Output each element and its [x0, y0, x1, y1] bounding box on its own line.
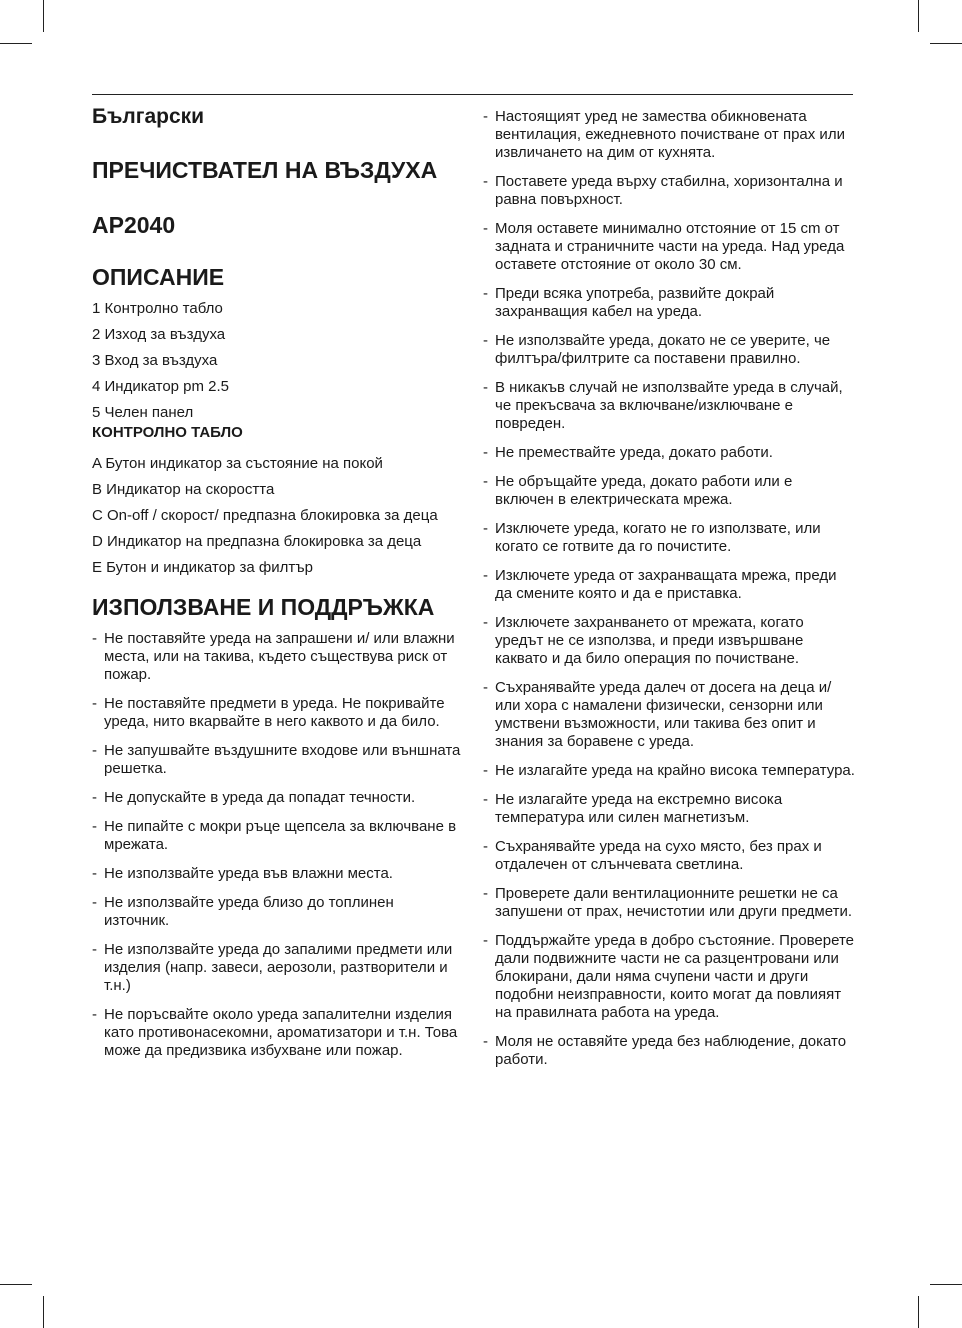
list-item: - В никакъв случай не използвайте уреда в случай, че прекъсвача за включване/изключване е повреден. — [483, 379, 843, 432]
crop-mark — [930, 43, 962, 44]
list-item: - Моля оставете минимално отстояние от 15 cm от задната и страничните части на уреда. Над уреда оставете отстояние от около 30 см. — [483, 220, 845, 273]
list-item: 4 Индикатор pm 2.5 — [92, 378, 230, 395]
list-item: - Не поставяйте уреда на запрашени и/ или влажни места, или на такива, където съществува риск от пожар. — [92, 630, 455, 683]
list-item: - Не допускайте в уреда да попадат течности. — [92, 789, 416, 806]
list-item: - Не използвайте уреда до запалими предмети или изделия (напр. завеси, аерозоли, разтворители и т.н.) — [92, 941, 453, 994]
list-item: 2 Изход за въздуха — [92, 326, 226, 343]
list-item: D Индикатор на предпазна блокировка за деца — [92, 533, 422, 550]
list-item: - Не обръщайте уреда, докато работи или е включен в електрическата мрежа. — [483, 473, 793, 508]
list-item: - Не използвайте уреда, докато не се уверите, че филтъра/филтрите са поставени правилно. — [483, 332, 831, 367]
list-item: - Изключете уреда от захранващата мрежа, преди да смените която и да е приставка. — [483, 567, 837, 602]
list-item: - Не премествайте уреда, докато работи. — [483, 444, 773, 461]
list-item: - Съхранявайте уреда далеч от досега на деца и/или хора с намалени физически, сензорни или умствени възможности, или такива без опит и знания за боравене с уреда. — [483, 679, 832, 750]
model-number: AP2040 — [92, 212, 176, 238]
crop-mark — [43, 0, 44, 32]
list-item: 5 Челен панел — [92, 404, 194, 421]
list-item: - Не излагайте уреда на екстремно висока температура или силен магнетизъм. — [483, 791, 783, 826]
list-item: 3 Вход за въздуха — [92, 352, 218, 369]
crop-mark — [0, 1284, 32, 1285]
crop-mark — [918, 0, 919, 32]
list-item: - Преди всяка употреба, развийте докрай захранващия кабел на уреда. — [483, 285, 775, 320]
control-panel-list — [92, 455, 462, 577]
list-item: - Изключете уреда, когато не го използвате, или когато се готвите да го почистите. — [483, 520, 821, 555]
list-item: - Проверете дали вентилационните решетки не са запушени от прах, нечистотии или други предмети. — [483, 885, 852, 920]
list-item: - Моля не оставяйте уреда без наблюдение, докато работи. — [483, 1033, 847, 1068]
crop-mark — [43, 1296, 44, 1328]
list-item: - Не поръсвайте около уреда запалителни изделия като противонасекомни, ароматизатори и т.н. Това може да предизвика избухване или пожар. — [92, 1006, 458, 1059]
list-item: - Не използвайте уреда близо до топлинен източник. — [92, 894, 394, 929]
list-item: A Бутон индикатор за състояние на покой — [92, 455, 383, 472]
list-item: - Съхранявайте уреда на сухо място, без прах и отдалечен от слънчевата светлина. — [483, 838, 822, 873]
crop-mark — [918, 1296, 919, 1328]
left-column — [92, 100, 462, 1071]
right-column — [483, 100, 855, 1080]
list-item: - Не излагайте уреда на крайно висока температура. — [483, 762, 855, 779]
parts-list — [92, 300, 462, 422]
language-heading: Български — [92, 105, 205, 128]
usage-list-right — [483, 108, 855, 1069]
list-item: - Поддържайте уреда в добро състояние. Проверете дали подвижните части не са разцентровани или блокирани, дали няма счупени части и други подобни неизправности, които могат да повлияят на правилната работа на уреда. — [483, 932, 854, 1021]
list-item: - Настоящият уред не замества обикновената вентилация, ежедневното почистване от прах или извличането на дим от кухнята. — [483, 108, 845, 161]
list-item: - Изключете захранването от мрежата, когато уредът не се използва, и преди извършване каквато и да било операция по почистване. — [483, 614, 804, 667]
list-item: - Не използвайте уреда във влажни места. — [92, 865, 393, 882]
control-panel-heading: КОНТРОЛНО ТАБЛО — [92, 424, 243, 441]
list-item: - Не поставяйте предмети в уреда. Не покривайте уреда, нито вкарвайте в него каквото и да било. — [92, 695, 445, 730]
list-item: C On-off / скорост/ предпазна блокировка за деца — [92, 507, 438, 524]
list-item: - Не запушвайте въздушните входове или външната решетка. — [92, 742, 461, 777]
crop-mark — [930, 1284, 962, 1285]
usage-heading: ИЗПОЛЗВАНЕ И ПОДДРЪЖКА — [92, 594, 435, 620]
list-item: 1 Контролно табло — [92, 300, 223, 317]
list-item: B Индикатор на скоростта — [92, 481, 275, 498]
crop-mark — [0, 43, 32, 44]
product-title: ПРЕЧИСТВАТЕЛ НА ВЪЗДУХА — [92, 157, 438, 183]
list-item: E Бутон и индикатор за филтър — [92, 559, 313, 576]
list-item: - Не пипайте с мокри ръце щепсела за включване в мрежата. — [92, 818, 457, 853]
list-item: - Поставете уреда върху стабилна, хоризонтална и равна повърхност. — [483, 173, 843, 208]
header-rule — [92, 94, 853, 95]
description-heading: ОПИСАНИЕ — [92, 264, 225, 290]
usage-list-left — [92, 630, 462, 1060]
